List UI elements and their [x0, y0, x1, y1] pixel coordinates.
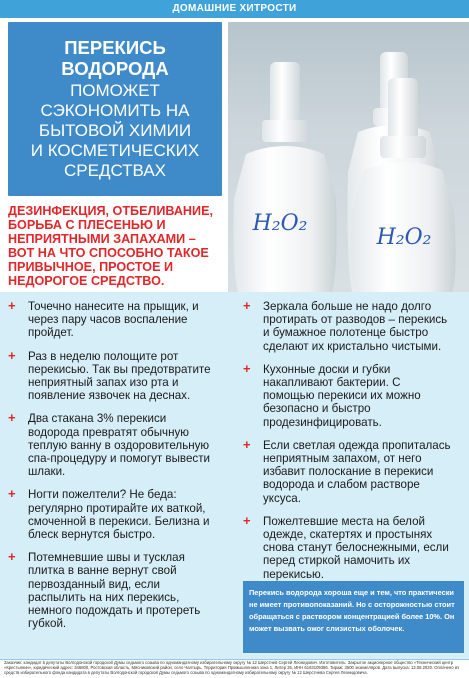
lead-line: БОРЬБА С ПЛЕСЕНЬЮ И [8, 218, 166, 232]
imprint-text: Заказчик: кандидат в депутаты Волгодонской городской Думы седьмого созыва по одномандатному избирательному округу № 12 Шерстнев Сергей Леонидович. Изготовитель: Закрытое акционерное общество «Технический центр «Крестьянин», юридический адрес: 346800, Ростовская область, Мясниковский район, село Чалтырь, Территория Промышленная зона 1, Литер 25, ИНН 6163109386. Тираж: 3500 экземпляров. Дата выпуска: 13.08.2020. Оплачено из средств избирательного фонда кандидата в депутаты Волгодонской городской Думы седьмого созыва по одномандатному избирательному округу № 12 Шерстнева Сергея Леонидовича. [4, 660, 460, 675]
plus-icon: + [8, 486, 16, 502]
tip-text: Потемневшие швы и тусклая плитка в ванне вернут свой первозданный вид, если распылить на них перекись, немного подождать и протереть губкой. [28, 551, 201, 631]
tip-item [243, 360, 455, 429]
tip-text: Два стакана 3% перекиси водорода превратят обычную теплую ванну в оздоровительную спа-процедуру и помогут вывести шлаки. [28, 412, 210, 479]
lead-paragraph [8, 204, 220, 288]
headline-subtitle-line: БЫТОВОЙ ХИМИИ [38, 121, 192, 140]
caution-box [243, 581, 464, 653]
headline-subtitle-line: И КОСМЕТИЧЕСКИХ [30, 141, 200, 160]
bottles-illustration [228, 22, 469, 292]
headline-box [8, 22, 222, 196]
headline-subtitle-line: СРЕДСТВАХ [63, 161, 167, 180]
tip-text: Зеркала больше не надо долго протирать от разводов – перекись и бумажное полотенце быстро сделают их кристально чистыми. [263, 300, 448, 353]
headline-title: ПЕРЕКИСЬ ВОДОРОДА [61, 37, 169, 79]
tip-item [243, 436, 455, 505]
lead-line: ПРИВЫЧНОЕ, ПРОСТОЕ И [8, 260, 174, 274]
headline-subtitle-line: ПОМОЖЕТ [70, 81, 160, 100]
tip-text: Раз в неделю полощите рот перекисью. Так вы предотвратите неприятный запах изо рта и появление язвочек на деснах. [28, 349, 211, 403]
tip-item [243, 512, 455, 581]
tip-text: Ногти пожелтели? Не беда: регулярно протирайте их ваткой, смоченной в перекиси. Белизна и блеск вернутся быстро. [28, 488, 210, 542]
bottle-label: H₂O₂ [376, 225, 432, 250]
tips-column-left [8, 300, 218, 640]
tip-item [8, 488, 218, 541]
tips-column-right [243, 300, 455, 591]
tip-item [8, 412, 218, 478]
lead-line: ДЕЗИНФЕКЦИЯ, ОТБЕЛИВАНИЕ, [8, 204, 213, 218]
headline-subtitle-line: СЭКОНОМИТЬ НА [40, 101, 190, 120]
tip-text: Точечно нанесите на прыщик, и через пару часов воспаление пройдет. [28, 300, 199, 340]
lead-line: ВОТ НА ЧТО СПОСОБНО ТАКОЕ [8, 246, 209, 260]
rubric-label: ДОМАШНИЕ ХИТРОСТИ [172, 3, 297, 14]
plus-icon: + [243, 298, 251, 313]
plus-icon: + [8, 347, 16, 363]
bottle-label: H₂O₂ [252, 211, 308, 236]
plus-icon: + [243, 512, 251, 528]
caution-text: Перекись водорода хороша еще и тем, что практически не имеет противопоказаний. Но с осторожностью стоит обращаться с раствором концентрацией более 10%. Он может вызвать ожог слизистых оболочек. [249, 588, 455, 633]
bottles-photo [228, 22, 469, 292]
plus-icon: + [243, 360, 251, 376]
plus-icon: + [8, 410, 16, 426]
tip-item [8, 551, 218, 630]
bottle-right [351, 78, 456, 292]
tip-text: Кухонные доски и губки накапливают бактерии. С помощью перекиси их можно безопасно и быстро продезинфицировать. [263, 362, 421, 429]
imprint-footer [4, 660, 465, 678]
tip-text: Если светлая одежда пропиталась неприятным запахом, от него избавит полоскание в перекиси водорода и слабом растворе уксуса. [263, 438, 451, 505]
plus-icon: + [8, 298, 16, 313]
rubric-bar [0, 0, 469, 18]
bottle-left [234, 62, 337, 292]
lead-line: НЕДОРОГОЕ СРЕДСТВО. [8, 274, 165, 288]
plus-icon: + [243, 436, 251, 452]
tip-item [243, 300, 455, 353]
tip-text: Пожелтевшие места на белой одежде, скатертях и простынях снова станут белоснежными, если перед стиркой намочить их перекисью. [263, 514, 449, 581]
plus-icon: + [8, 549, 16, 565]
tip-item [8, 300, 218, 340]
lead-line: НЕПРИЯТНЫМИ ЗАПАХАМИ – [8, 232, 196, 246]
tip-item [8, 347, 218, 403]
